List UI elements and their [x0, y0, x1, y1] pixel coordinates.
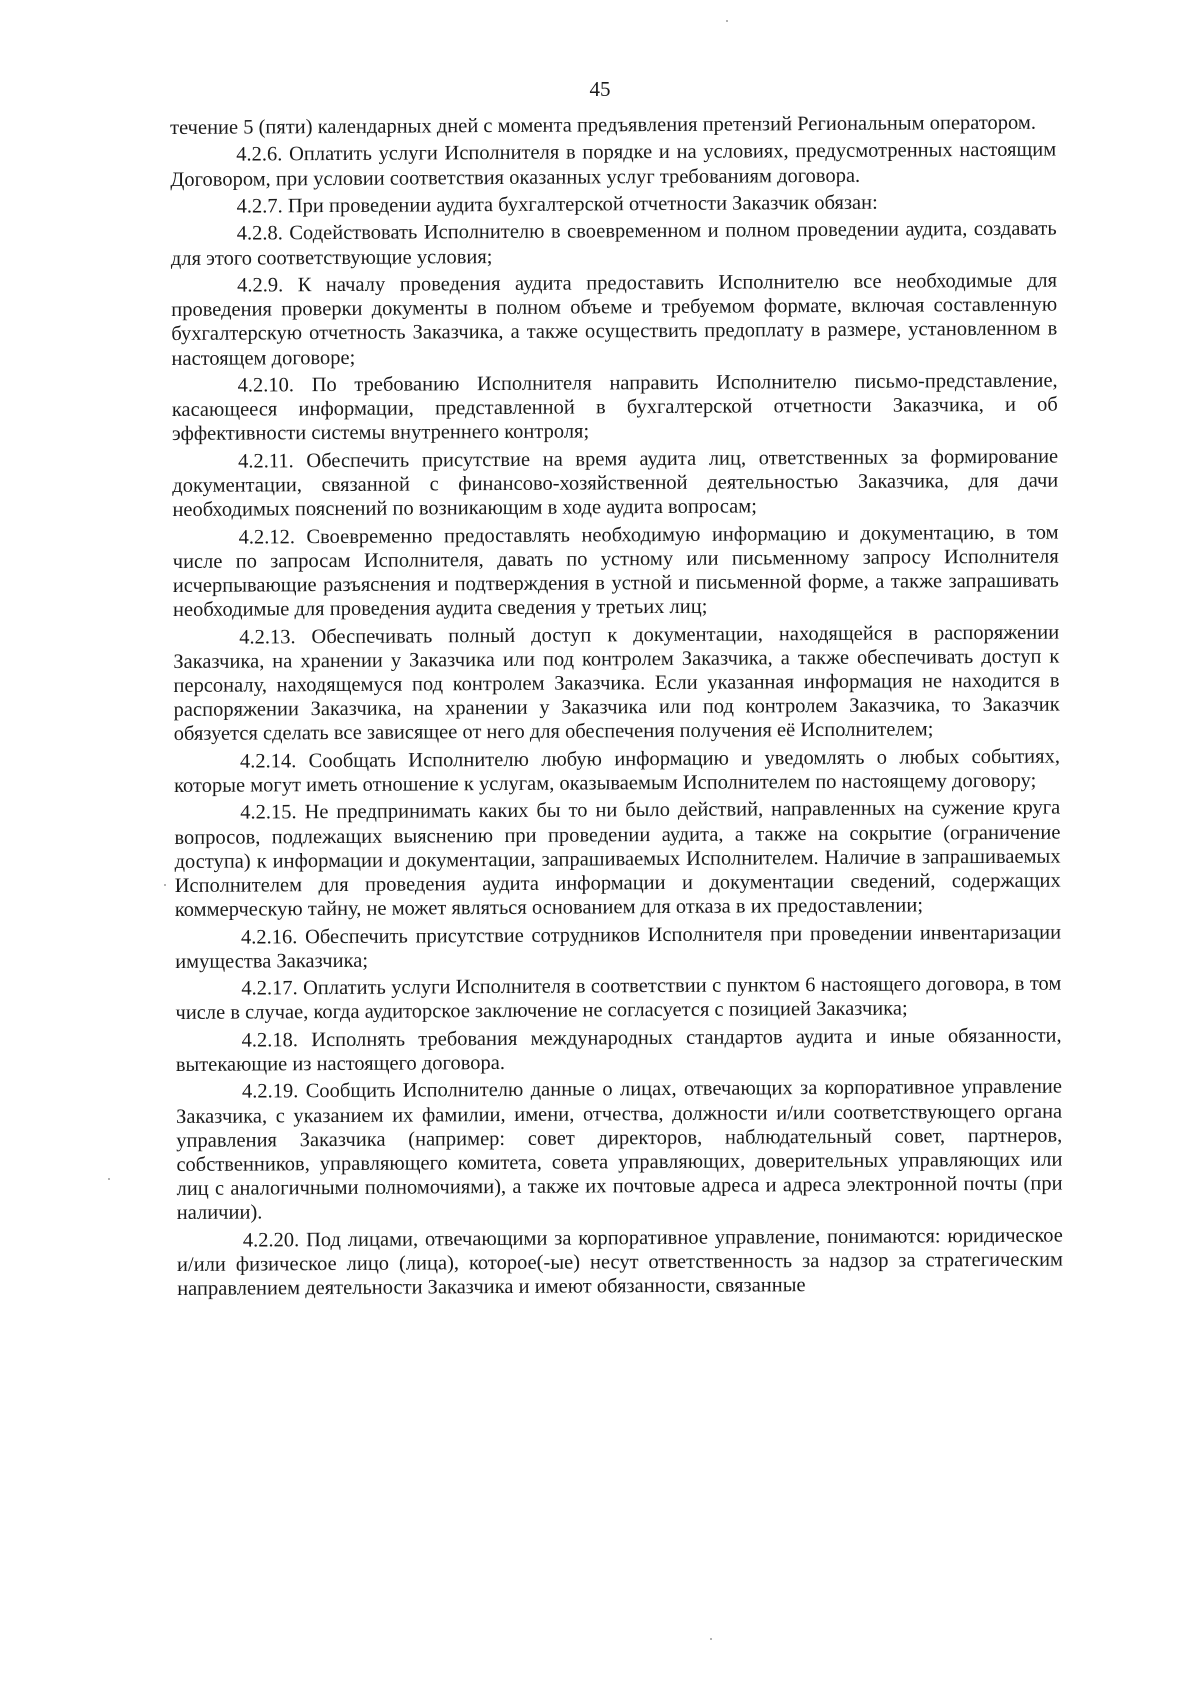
contract-text — [170, 111, 1063, 1305]
paragraph-4-2-10: 4.2.10. По требованию Исполнителя направить Исполнителю письмо-представление, касающееся информации, представленной в бухгалтерской отчетности Заказчика, и об эффективности системы внутреннего контроля; — [171, 369, 1058, 446]
paragraph-4-2-9: 4.2.9. К началу проведения аудита предоставить Исполнителю все необходимые для проведения проверки документы в полном объеме и требуемом формате, включая составленную бухгалтерскую отчетность Заказчика, а также осуществить предоплату в размере, установленном в настоящем договоре; — [171, 269, 1058, 370]
paragraph: течение 5 (пяти) календарных дней с момента предъявления претензий Региональным оператором. — [170, 111, 1037, 139]
scan-speck — [726, 20, 728, 22]
paragraph-4-2-11: 4.2.11. Обеспечить присутствие на время аудита лиц, ответственных за формирование документации, связанной с финансово-хозяйственной деятельностью Заказчика, для дачи необходимых пояснений по возникающим в ходе аудита вопросам; — [172, 445, 1059, 522]
paragraph-4-2-15: 4.2.15. Не предпринимать каких бы то ни было действий, направленных на сужение круга вопросов, подлежащих выяснению при проведении аудита, а также на сокрытие (ограничение доступа) к информации и документации, запрашиваемых Исполнителем. Наличие в запрашиваемых Исполнителем для проведения аудита информации и документации сведений, содержащих коммерческую тайну, не может являться основанием для отказа в их предоставлении; — [174, 796, 1061, 922]
paragraph-4-2-20: 4.2.20. Под лицами, отвечающими за корпоративное управление, понимаются: юридическое и/или физическое лицо (лица), которое(-ые) несут ответственность за надзор за стратегическим направлением деятельности Заказчика и имеют обязанности, связанные — [176, 1224, 1064, 1301]
paragraph-4-2-18: 4.2.18. Исполнять требования международных стандартов аудита и иные обязанности, вытекающие из настоящего договора. — [175, 1024, 1062, 1076]
page-number: 45 — [589, 77, 611, 101]
paragraph-4-2-7: 4.2.7. При проведении аудита бухгалтерской отчетности Заказчик обязан: — [236, 191, 878, 218]
paragraph-4-2-6: 4.2.6. Оплатить услуги Исполнителя в порядке и на условиях, предусмотренных настоящим Договором, при условии соответствия оказанных услуг требованиям договора. — [170, 138, 1057, 191]
paragraph-4-2-14: 4.2.14. Сообщать Исполнителю любую информацию и уведомлять о любых событиях, которые могут иметь отношение к услугам, оказываемым Исполнителем по настоящему договору; — [174, 745, 1060, 797]
paragraph-4-2-13: 4.2.13. Обеспечивать полный доступ к документации, находящейся в распоряжении Заказчика, на хранении у Заказчика или под контролем Заказчика, а также обеспечивать доступ к персоналу, находящемуся под контролем Заказчика. Если указанная информация не находится в распоряжении Заказчика, на хранении у Заказчика или под контролем Заказчика, то Заказчик обязуется сделать все зависящее от него для обеспечения получения её Исполнителем; — [173, 621, 1060, 746]
paragraph-4-2-16: 4.2.16. Обеспечить присутствие сотрудников Исполнителя при проведении инвентаризации имущества Заказчика; — [175, 921, 1062, 973]
paragraph-4-2-12: 4.2.12. Своевременно предоставлять необходимую информацию и документацию, в том числе по запросам Исполнителя, давать по устному или письменному запросу Исполнителя исчерпывающие разъяснения и подтверждения в устной и письменной форме, а также запрашивать необходимые для проведения аудита сведения у третьих лиц; — [172, 521, 1059, 622]
paragraph-4-2-8: 4.2.8. Содействовать Исполнителю в своевременном и полном проведении аудита, создавать для этого соответствующие условия; — [170, 217, 1057, 270]
paragraph-4-2-19: 4.2.19. Сообщить Исполнителю данные о лицах, отвечающих за корпоративное управление Заказчика, с указанием их фамилии, имени, отчества, должности и/или соответствующего органа управления Заказчика (например: совет директоров, наблюдательный совет, партнеров, собственников, управляющего комитета, совета управляющих, доверительных управляющих или лиц с аналогичными полномочиями), а также их почтовые адреса и адреса электронной почты (при наличии). — [176, 1075, 1063, 1225]
scan-speck — [164, 884, 166, 886]
paragraph-4-2-17: 4.2.17. Оплатить услуги Исполнителя в соответствии с пунктом 6 настоящего договора, в том числе в случае, когда аудиторское заключение не согласуется с позицией Заказчика; — [175, 972, 1062, 1025]
scan-speck — [108, 1178, 110, 1180]
scan-speck — [710, 1638, 712, 1640]
